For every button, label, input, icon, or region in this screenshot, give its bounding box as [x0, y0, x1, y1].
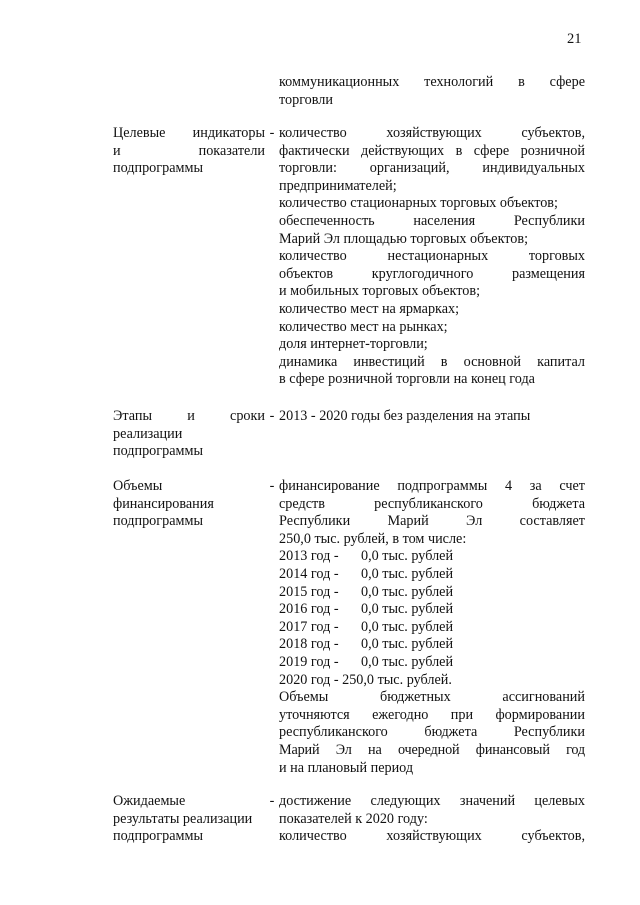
stages-text: 2013 - 2020 годы без разделения на этапы [279, 408, 531, 424]
financing-year-row: 2017 год - 0,0 тыс. рублей [279, 618, 454, 635]
indicators-label: Целевые индикаторы и показатели подпрограммы [113, 125, 265, 177]
financing-year-row: 2019 год - 0,0 тыс. рублей [279, 653, 454, 670]
continuation-line: торговли [279, 91, 333, 108]
page-number: 21 [567, 31, 582, 47]
indicators-section [113, 125, 585, 389]
financing-year-row: 2013 год - 0,0 тыс. рублей [279, 548, 454, 565]
results-text: достижение следующих значений целевых показателей к 2020 году: количество хозяйствующих субъектов, [279, 793, 585, 845]
financing-final-year: 2020 год - 250,0 тыс. рублей. [279, 671, 452, 688]
results-section [113, 793, 585, 846]
stages-label: Этапы и сроки реализации подпрограммы [113, 408, 265, 460]
separator-dash: - [269, 478, 275, 494]
financing-year-row: 2015 год - 0,0 тыс. рублей [279, 583, 454, 600]
separator-dash: - [269, 408, 275, 424]
financing-year-row: 2014 год - 0,0 тыс. рублей [279, 565, 454, 582]
stages-section [113, 408, 585, 461]
continuation-block [113, 74, 585, 109]
financing-year-row: 2018 год - 0,0 тыс. рублей [279, 636, 454, 653]
separator-dash: - [269, 793, 275, 809]
continuation-line: коммуникационных технологий в сфере [279, 74, 585, 90]
financing-section [113, 478, 585, 777]
financing-year-row: 2016 год - 0,0 тыс. рублей [279, 601, 454, 618]
indicators-text: количество хозяйствующих субъектов, фактически действующих в сфере розничной торговли: организаций, индивидуальных предпринимателей; количество стационарных торговых объектов; обеспеченность населения Республики Марий Эл площадью торговых объектов; количество нестационарных торговых объектов круглогодичного размещения и мобильных торговых объектов; количество мест на ярмарках; количество мест на рынках; доля интернет-торговли; динамика инвестиций в основной капитал в сфере розничной торговли на конец года [279, 125, 585, 388]
financing-text: финансирование подпрограммы 4 за счет средств республиканского бюджета Республики Марий Эл составляет 250,0 тыс. рублей, в том числе: 2013 год - 0,0 тыс. рублей 2014 год - 0,0 тыс. рублей 2015 год - 0,0 тыс. рублей 2016 год - 0,0 тыс. рублей 2017 год - 0,0 тыс. рублей 2018 год - 0,0 тыс. рублей 2019 год - 0,0 тыс. рублей 2020 год - 250,0 тыс. рублей. Объемы бюджетных ассигнований уточняются ежегодно при формировании республиканского бюджета Республики Марий Эл на очередной финансовый год и на плановый период [279, 478, 585, 776]
separator-dash: - [269, 125, 275, 141]
results-label: Ожидаемые результаты реализации подпрограммы [113, 793, 253, 845]
financing-label: Объемы финансирования подпрограммы [113, 478, 214, 530]
